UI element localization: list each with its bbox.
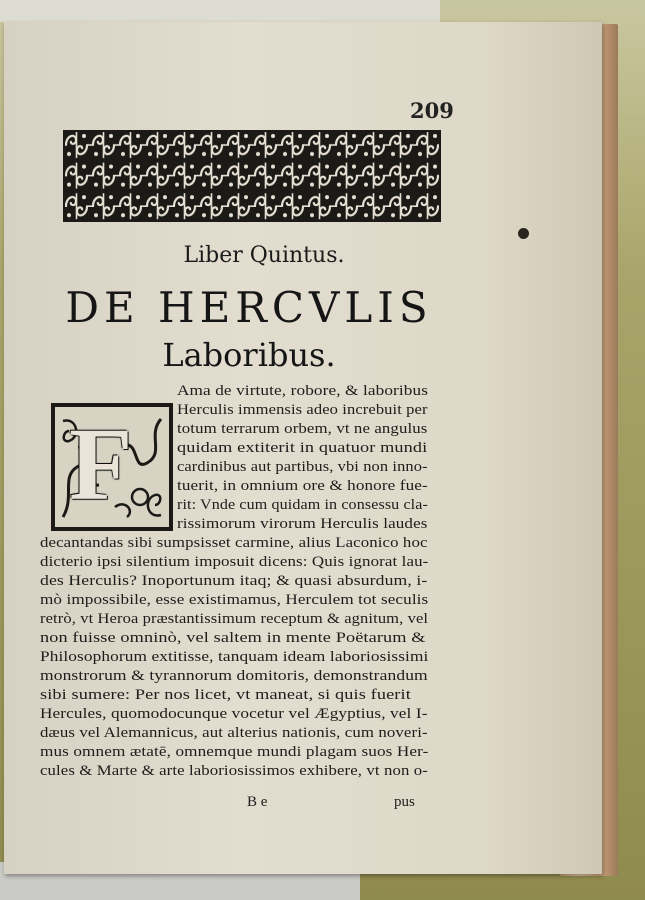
text-line: dicterio ipsi silentium imposuit dicens: Quis ignorat lau- bbox=[40, 554, 429, 570]
book-page bbox=[4, 22, 602, 874]
signature-mark: B e bbox=[247, 794, 268, 810]
chapter-subtitle: Laboribus. bbox=[162, 336, 336, 374]
page-number: 209 bbox=[410, 98, 454, 123]
text-line: dæus vel Alemannicus, aut alterius nationis, cum noveri- bbox=[40, 725, 428, 741]
decorated-initial bbox=[51, 403, 173, 531]
chapter-title: DE HERCVLIS bbox=[65, 283, 433, 332]
text-line: mò impossibile, esse existimamus, Herculem tot seculis bbox=[40, 592, 429, 608]
text-line: sibi sumere: Per nos licet, vt maneat, si quis fuerit bbox=[40, 687, 411, 703]
text-line: rissimorum virorum Herculis laudes bbox=[177, 516, 428, 532]
background-paper-strip bbox=[0, 0, 440, 22]
decorative-headpiece-ornament bbox=[63, 130, 441, 222]
text-line: Hercules, quomodocunque vocetur vel Ægyptius, vel I- bbox=[40, 706, 428, 722]
text-line: rit: Vnde cum quidam in consessu cla- bbox=[177, 497, 428, 513]
text-line: Herculis immensis adeo increbuit per bbox=[177, 402, 428, 418]
catchword: pus bbox=[394, 794, 415, 810]
text-line: non fuisse omninò, vel saltem in mente Poëtarum & bbox=[40, 630, 426, 646]
text-line: retrò, vt Heroa præstantissimum receptum & agnitum, vel bbox=[40, 611, 429, 627]
text-line: cardinibus aut partibus, vbi non inno- bbox=[177, 459, 428, 475]
text-line: Ama de virtute, robore, & laboribus bbox=[177, 383, 429, 399]
text-line: cules & Marte & arte laboriosissimos exhibere, vt non o- bbox=[40, 763, 428, 779]
ink-spot bbox=[518, 228, 529, 239]
text-line: Philosophorum extitisse, tanquam ideam laboriosissimi bbox=[40, 649, 429, 665]
text-line: monstrorum & tyrannorum domitoris, demonstrandum bbox=[40, 668, 428, 684]
text-line: totum terrarum orbem, vt ne angulus bbox=[177, 421, 428, 437]
initial-letter: F bbox=[69, 407, 133, 522]
text-line: des Herculis? Inoportunum itaq; & quasi absurdum, i- bbox=[40, 573, 428, 589]
book-section-heading: Liber Quintus. bbox=[183, 243, 345, 268]
text-line: decantandas sibi sumpsisset carmine, alius Laconico hoc bbox=[40, 535, 428, 551]
text-line: mus omnem ætatē, omnemque mundi plagam suos Her- bbox=[40, 744, 429, 760]
text-line: quidam extiterit in quatuor mundi bbox=[177, 440, 428, 456]
text-line: tuerit, in omnium ore & honore fue- bbox=[177, 478, 428, 494]
